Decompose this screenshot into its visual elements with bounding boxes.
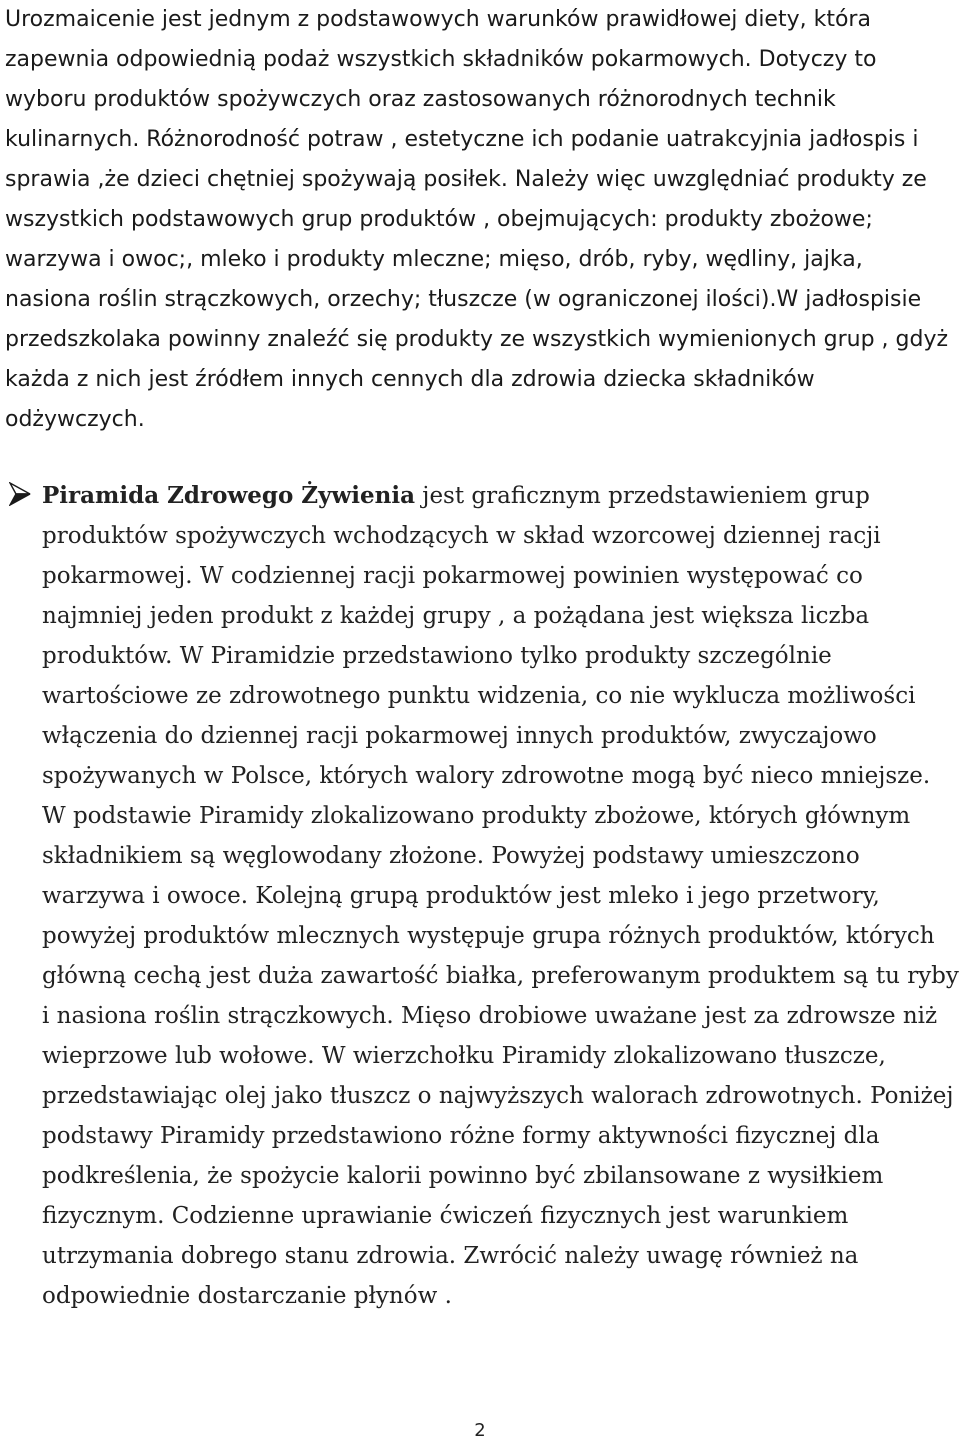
pyramid-paragraph bbox=[42, 476, 960, 1316]
intro-paragraph: Urozmaicenie jest jednym z podstawowych warunków prawidłowej diety, która zapewnia odpowiednią podaż wszystkich składników pokarmowych. Dotyczy to wyboru produktów spożywczych oraz zastosowanych różnorodnych technik kulinarnych. Różnorodność potraw , estetyczne ich podanie uatrakcyjnia jadłospis i sprawia ,że dzieci chętniej spożywają posiłek. Należy więc uwzględniać produkty ze wszystkich podstawowych grup produktów , obejmujących: produkty zbożowe; warzywa i owoc;, mleko i produkty mleczne; mięso, drób, ryby, wędliny, jajka, nasiona roślin strączkowych, orzechy; tłuszcze (w ograniczonej ilości).W jadłospisie przedszkolaka powinny znaleźć się produkty ze wszystkich wymienionych grup , gdyż każda z nich jest źródłem innych cennych dla zdrowia dziecka składników odżywczych. bbox=[5, 7, 949, 432]
pyramid-paragraph-text: jest graficznym przedstawieniem grup produktów spożywczych wchodzących w skład wzorcowej dziennej racji pokarmowej. W codziennej racji pokarmowej powinien występować co najmniej jeden produkt z każdej grupy , a pożądana jest większa liczba produktów. W Piramidzie przedstawiono tylko produkty szczególnie wartościowe ze zdrowotnego punktu widzenia, co nie wyklucza możliwości włączenia do dziennej racji pokarmowej innych produktów, zwyczajowo spożywanych w Polsce, których walory zdrowotne mogą być nieco mniejsze. W podstawie Piramidy zlokalizowano produkty zbożowe, których głównym składnikiem są węglowodany złożone. Powyżej podstawy umieszczono warzywa i owoce. Kolejną grupą produktów jest mleko i jego przetwory, powyżej produktów mlecznych występuje grupa różnych produktów, których główną cechą jest duża zawartość białka, preferowanym produktem są tu ryby i nasiona roślin strączkowych. Mięso drobiowe uważane jest za zdrowsze niż wieprzowe lub wołowe. W wierzchołku Piramidy zlokalizowano tłuszcze, przedstawiając olej jako tłuszcz o najwyższych walorach zdrowotnych. Poniżej podstawy Piramidy przedstawiono różne formy aktywności fizycznej dla podkreślenia, że spożycie kalorii powinno być zbilansowane z wysiłkiem fizycznym. Codzienne uprawianie ćwiczeń fizycznych jest warunkiem utrzymania dobrego stanu zdrowia. Zwrócić należy uwagę również na odpowiednie dostarczanie płynów . bbox=[42, 483, 959, 1309]
pyramid-lead-term: Piramida Zdrowego Żywienia bbox=[42, 482, 415, 509]
page-number: 2 bbox=[474, 1420, 486, 1441]
arrowhead-bullet-icon bbox=[9, 482, 31, 506]
